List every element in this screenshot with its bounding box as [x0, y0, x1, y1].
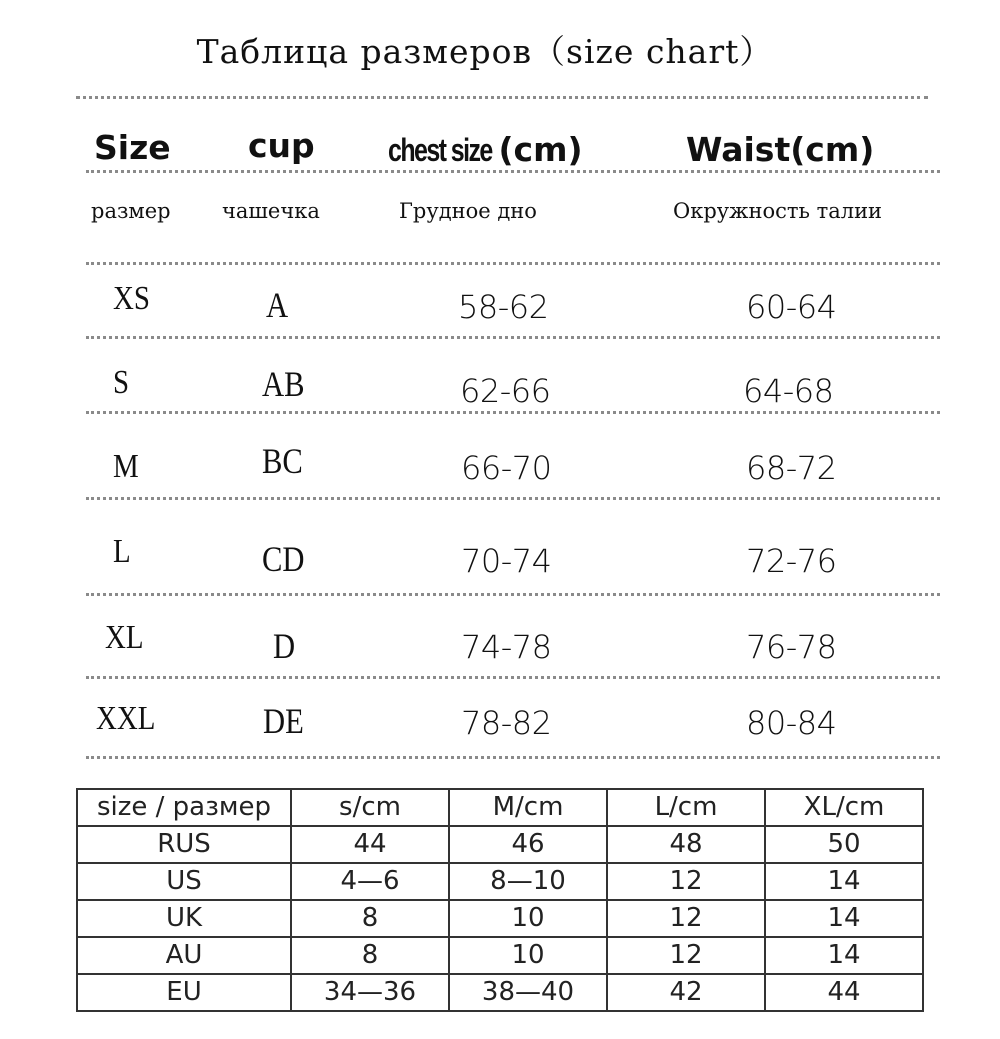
size-conversion-table [76, 788, 924, 1012]
cup-value: BC [262, 441, 303, 481]
table-row [77, 937, 923, 974]
divider [86, 593, 940, 596]
table-cell: 8—10 [449, 863, 607, 900]
chest-value: 66-70 [461, 449, 552, 487]
divider [86, 497, 940, 500]
header-chest-label: chest size [388, 132, 492, 168]
chest-value: 78-82 [461, 704, 552, 742]
table-cell: 46 [449, 826, 607, 863]
table-cell: RUS [77, 826, 291, 863]
table-header-cell: XL/cm [765, 789, 923, 826]
size-value: L [113, 533, 131, 570]
table-header-cell: size / размер [77, 789, 291, 826]
header-size-ru: размер [91, 199, 171, 223]
cup-value: DE [263, 701, 304, 741]
size-value: XL [105, 619, 144, 656]
table-row [77, 863, 923, 900]
header-size: Size [94, 128, 171, 167]
table-cell: 14 [765, 863, 923, 900]
chest-value: 70-74 [461, 542, 552, 580]
table-row [77, 900, 923, 937]
table-cell: 48 [607, 826, 765, 863]
table-cell: 10 [449, 900, 607, 937]
cup-value: D [273, 626, 296, 666]
header-waist-ru: Окружность талии [673, 199, 883, 223]
divider [86, 411, 940, 414]
table-cell: 4—6 [291, 863, 449, 900]
table-cell: 44 [765, 974, 923, 1011]
divider [76, 96, 928, 99]
table-cell: 12 [607, 937, 765, 974]
table-cell: 14 [765, 900, 923, 937]
header-chest-ru: Грудное дно [399, 199, 537, 223]
table-cell: 8 [291, 937, 449, 974]
table-cell: 12 [607, 900, 765, 937]
table-row [77, 974, 923, 1011]
waist-value: 68-72 [746, 449, 837, 487]
table-cell: 50 [765, 826, 923, 863]
page-title: Таблица размеров（size chart） [196, 32, 774, 71]
size-value: S [113, 364, 130, 401]
table-header-row [77, 789, 923, 826]
waist-value: 64-68 [743, 372, 834, 410]
table-cell: 8 [291, 900, 449, 937]
table-header-cell: s/cm [291, 789, 449, 826]
table-cell: 44 [291, 826, 449, 863]
table-cell: 12 [607, 863, 765, 900]
chest-value: 62-66 [460, 372, 551, 410]
divider [86, 170, 940, 173]
header-waist: Waist(cm) [686, 130, 875, 169]
table-cell: AU [77, 937, 291, 974]
cup-value: CD [262, 539, 305, 579]
cup-value: AB [262, 364, 305, 404]
chest-value: 74-78 [461, 628, 552, 666]
waist-value: 80-84 [746, 704, 837, 742]
table-cell: 38—40 [449, 974, 607, 1011]
table-cell: US [77, 863, 291, 900]
divider [86, 676, 940, 679]
table-cell: 34—36 [291, 974, 449, 1011]
table-cell: EU [77, 974, 291, 1011]
table-cell: UK [77, 900, 291, 937]
divider [86, 336, 940, 339]
table-row [77, 826, 923, 863]
cup-value: A [266, 285, 289, 325]
size-value: M [113, 448, 139, 485]
header-chest-unit: (cm) [486, 130, 583, 169]
header-cup: cup [248, 126, 315, 165]
table-cell: 14 [765, 937, 923, 974]
waist-value: 60-64 [746, 288, 837, 326]
table-cell: 42 [607, 974, 765, 1011]
header-cup-ru: чашечка [222, 199, 320, 223]
size-value: XXL [96, 700, 156, 737]
divider [86, 262, 940, 265]
waist-value: 76-78 [746, 628, 837, 666]
waist-value: 72-76 [746, 542, 837, 580]
divider [86, 756, 940, 759]
table-header-cell: M/cm [449, 789, 607, 826]
chest-value: 58-62 [458, 288, 549, 326]
header-chest [388, 130, 583, 169]
size-value: XS [113, 280, 150, 317]
table-cell: 10 [449, 937, 607, 974]
table-header-cell: L/cm [607, 789, 765, 826]
